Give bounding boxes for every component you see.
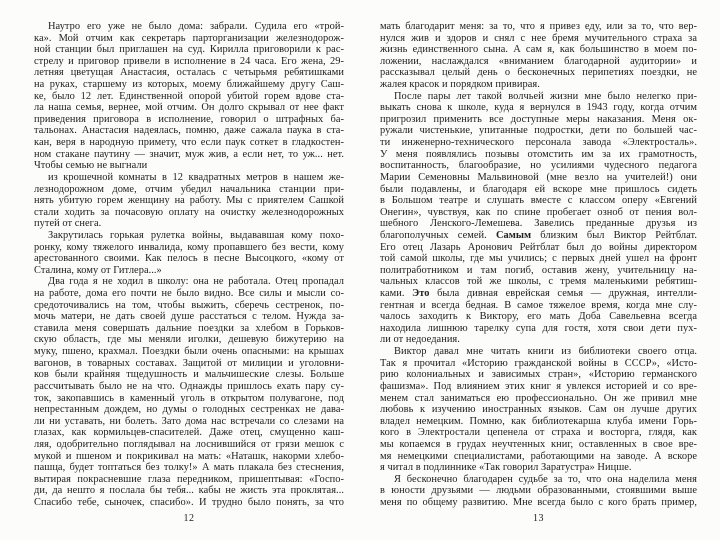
- text-line: мать благодарит меня: за то, что я привез еду, или за то, что вер-: [380, 21, 697, 32]
- text-line: благополучных семей. Самым близким был Виктор Рейтблат.: [380, 229, 697, 241]
- text-line: вагонов, в товарных составах. Защитой от милиции и уголовни-: [34, 357, 344, 369]
- text-line: той самой школы, где мы учились; с первых дней ушел на фронт: [380, 253, 697, 265]
- text-line: рассчитывать было не на что. Однажды пришлось ехать пару су-: [34, 380, 344, 392]
- text-line: ли от недоедания.: [380, 334, 460, 346]
- text-line: в Большом театре и слушать вместе с классом оперу «Евгений: [380, 195, 697, 207]
- text-line: менем стал заниматься ею профессионально. Он же привил мне: [380, 392, 697, 404]
- text-line: на руках, старшему из которых, моему ближайшему другу Саш-: [34, 79, 344, 91]
- text-line: вытирая покрасневшие глаза передником, пришептывая: «Госпо-: [34, 473, 344, 485]
- text-line: нять убитую горем женщину на работу. Мы с приятелем Сашкой: [34, 195, 344, 207]
- text-line: меня по общему развитию. Мне всегда было с кого брать пример,: [380, 496, 697, 508]
- text-line: путей от снега.: [34, 218, 102, 230]
- text-line: ка». Мой отчим как секретарь парторганизации железнодорож-: [34, 32, 344, 44]
- text-line: ков были крайняя тщедушность и мальчишеские слезы. Больше: [34, 369, 344, 381]
- text-line: чалось заходить к Виктору, его мать Доба Савельевна всегда: [380, 311, 697, 323]
- text-line: были подавлены, и благодаря ей вскоре мне пришлось сидеть: [380, 183, 697, 195]
- text-line: ружали чистенькие, упитанные подростки, дети по большей час-: [380, 125, 697, 137]
- text-line: ронку, кому тяжелого инвалида, кому пропавшего без вести, кому: [34, 241, 344, 253]
- text-line: мы копаемся в грудах неучтенных книг, оставленных в свое вре-: [380, 438, 697, 450]
- text-line: ла наша семья, вернее, мой отчим. Он долго скрывал от нее факт: [34, 102, 344, 114]
- text-line: летняя цветущая Анастасия, осталась с четырьмя ребятишками: [34, 67, 344, 79]
- text-line: воспитанность, благообразие, но усилиями чудесного педагога: [380, 160, 697, 172]
- text-line: стали ходить за почасовую оплату на очистку железнодорожных: [34, 206, 344, 218]
- text-line: Два года я не ходил в школу: она не работала. Отец пропадал: [48, 276, 344, 288]
- text-line: рию колониальных и зависимых стран», «Историю германского: [380, 369, 697, 381]
- text-line: выкать снова к школе, куда я вернулся в 1943 году, когда отчим: [380, 102, 697, 114]
- text-line: средоточивались на том, чтобы выжить, сберечь сестренок, по-: [34, 299, 344, 311]
- text-line: кого в Электростали цепенела от страха и восторга, глядя, как: [380, 427, 697, 439]
- text-line: Чтобы семью не выгнали: [34, 160, 148, 172]
- page-number: 12: [183, 513, 195, 524]
- page-number: 13: [533, 513, 544, 524]
- text-line: ке, было 12 лет. Единственной опорой убитой горем вдове ста-: [34, 90, 344, 102]
- text-line: любовь к изучению иностранных языков. Сам он лучше других: [380, 404, 697, 416]
- text-line: фашизма». Под влиянием этих книг я увлекся историей и со вре-: [380, 380, 697, 392]
- text-line: лезнодорожном доме, отчим убедил начальника станции при-: [34, 183, 344, 195]
- text-line: арестованного своими. Как пелось в песне Высоцкого, «кому от: [34, 253, 344, 265]
- text-line: ляя, одобрительно поглядывал на лоснившийся от грязи мешок с: [34, 438, 344, 450]
- text-line: гентная и всегда бедная. В самое тяжелое время, когда мне слу-: [380, 299, 697, 311]
- text-line: шебного Ленского-Лемешева. Завелись преданные друзья из: [380, 218, 697, 230]
- text-line: Так я прочитал «Историю гражданской войны в СССР», «Исто-: [380, 357, 697, 369]
- text-line: ложении, наслаждался «вниманием благодарной аудитории» и: [380, 55, 697, 67]
- text-line: ли ни уставать, ни болеть. Зато дома нас встречали со слезами на: [34, 415, 344, 427]
- text-line: ди, да нешто я послала бы тебя... кабы не жисть эта проклятая...: [34, 485, 344, 497]
- text-line: из крошечной комнаты в 12 квадратных метров в нашем же-: [48, 171, 344, 183]
- bold-text: Это: [412, 288, 430, 300]
- text-line: мукой и пшеном и покрикивал на мать: «Наташк, накорми хлебо-: [34, 450, 344, 462]
- text-line: тальонах. Анастасия надеялась, помню, даже сажала паука в ста-: [34, 125, 344, 137]
- text-line: муку, пшено, крахмал. Поездки были очень опасными: на крышах: [34, 346, 344, 358]
- text-line: чальных классов той же школы, с тремя маленькими ребятиш-: [380, 276, 697, 288]
- text-line: Закрутилась горькая рулетка войны, выдававшая кому похо-: [48, 229, 344, 241]
- text-line: скую область, где мы меняли иголки, дешевую бижутерию на: [34, 334, 344, 346]
- text-line: жалея красок и порядком привирая.: [380, 79, 540, 91]
- text-line: находила лишнюю тарелку супа для гостя, хотя свои дети пух-: [380, 322, 697, 334]
- text-line: Его отец Лазарь Аронович Рейтблат был до войны директором: [380, 241, 697, 253]
- text-line: Онегин», чувствуя, как по спине пробегает озноб от пения вол-: [380, 206, 697, 218]
- text-line: Наутро его уже не было дома: забрали. Судила его «трой-: [48, 21, 344, 32]
- page-text: [380, 21, 697, 509]
- text-line: Я бесконечно благодарен судьбе за то, что она наделила меня: [394, 473, 697, 485]
- text-line: на работе, дома его почти не было видно. Все силы и мысли со-: [34, 288, 344, 300]
- text-line: нулся жив и здоров и снял с нее бремя мучительного страха за: [380, 32, 697, 44]
- text-line: Марии Семеновны Мальвиновой (мне везло на учителей!) они: [380, 171, 697, 183]
- bold-text: Самым: [495, 229, 532, 241]
- text-line: непрестанным дождем, но думы о голодных сестренках не дава-: [34, 404, 344, 416]
- text-line: пригрозил применить все доступные меры наказания. Меня ок-: [380, 113, 697, 125]
- text-line: Спасибо тебе, сыночек, спасибо». И трудно было понять, за что: [34, 496, 344, 508]
- page-right: [380, 21, 697, 536]
- text-line: глазах, как кормильцев-спасителей. Даже отец, смущенно каш-: [34, 427, 344, 439]
- text-line: ти инженерно-технического персонала завода «Электросталь».: [380, 137, 697, 149]
- text-line: рассказывал целый день о бесконечных перипетиях поездки, не: [380, 67, 697, 79]
- text-line: стрелу и приговор привели в исполнение в 24 часа. Его жена, 29-: [34, 55, 344, 67]
- text-line: приведения приговора в исполнение, говорил о штрафных ба-: [34, 113, 344, 125]
- text-line: ставила меня совершать дальние поездки за хлебом в Горьков-: [34, 322, 344, 334]
- text-line: кан, веря в народную примету, что если паук соткет в гладкостен-: [34, 137, 344, 149]
- page-left: [34, 21, 344, 536]
- text-line: У меня появлялись позывы отомстить им за их грамотность,: [380, 148, 697, 160]
- text-line: ток, закопавшись в каменный уголь в открытом полувагоне, под: [34, 392, 344, 404]
- text-line: После пары лет такой волчьей жизни мне было нелегко при-: [394, 90, 697, 102]
- text-line: мочь матери, не дать своей душе расстаться с телом. Нужда за-: [34, 311, 344, 323]
- text-line: я читал в подлиннике «Так говорил Заратустра» Ницше.: [380, 462, 632, 474]
- text-line: мя немецкими специалистами, работающими на заводе. А вскоре: [380, 450, 697, 462]
- text-line: Сталина, кому от Гитлера...»: [34, 264, 162, 276]
- text-line: владел немецким. Помню, как библиотекарша клуба имени Горь-: [380, 415, 697, 427]
- text-line: жизнь единственного сына. А сам я, как большинство в моем по-: [380, 44, 697, 56]
- text-line: пашца, будет топтаться без толку!» А мать плакала без стеснения,: [34, 462, 344, 474]
- text-line: ной станции был приглашен на суд. Кирилла приговорили к рас-: [34, 44, 344, 56]
- text-line: ками. Это была дивная еврейская семья — дружная, интелли-: [380, 288, 697, 300]
- text-line: в юности друзьями — людьми образованными, стоявшими выше: [380, 485, 697, 497]
- text-line: ном стакане паутину — значит, муж жив, а если нет, то уж... нет.: [34, 148, 344, 160]
- text-line: Виктор давал мне читать книги из библиотеки своего отца.: [394, 346, 697, 358]
- page-text: [34, 21, 344, 509]
- text-line: политработником и там погиб, оставив жену, учительницу на-: [380, 264, 697, 276]
